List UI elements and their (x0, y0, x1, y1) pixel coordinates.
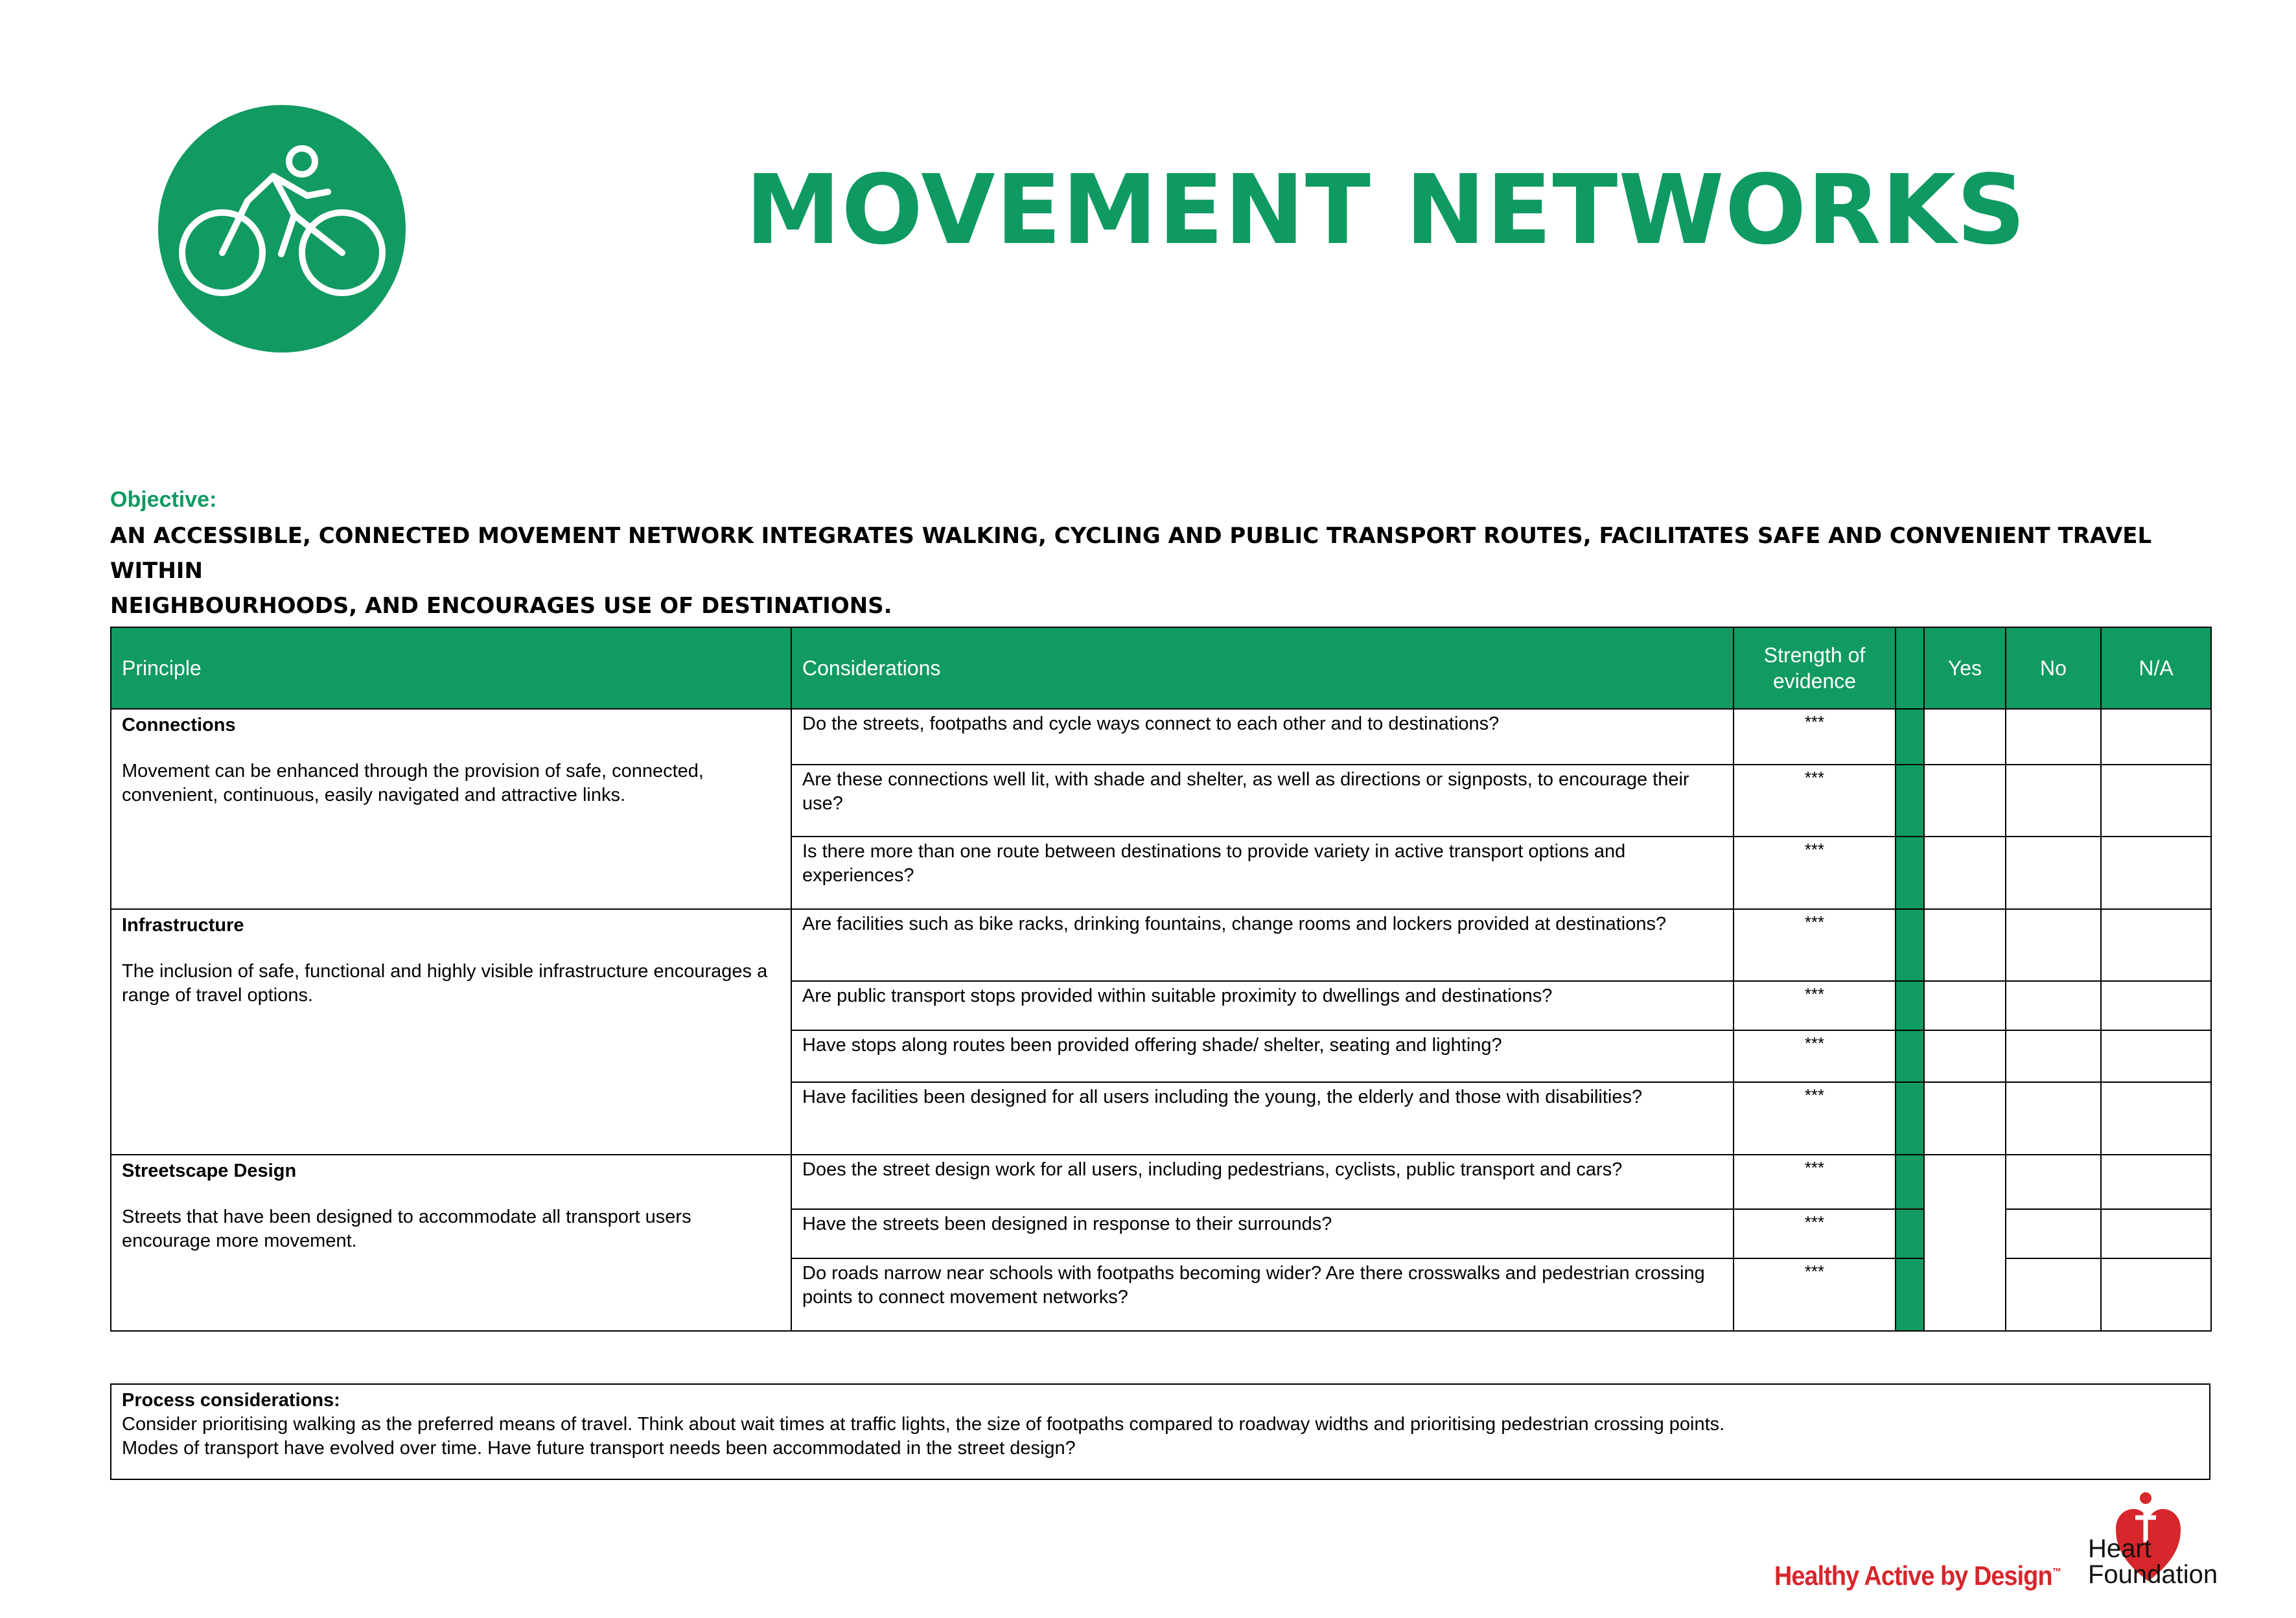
divider-cell (1896, 1209, 1924, 1258)
consideration-cell: Have stops along routes been provided offering shade/ shelter, seating and lighting? (791, 1030, 1734, 1082)
principle-description: The inclusion of safe, functional and highly visible infrastructure encourages a range of travel options. (122, 961, 768, 1006)
divider-cell (1896, 1030, 1924, 1082)
principle-description: Streets that have been designed to accommodate all transport users encourage more movement. (122, 1207, 691, 1251)
yes-checkbox[interactable] (1924, 765, 2006, 837)
na-checkbox[interactable] (2101, 765, 2211, 837)
process-considerations (110, 1383, 2210, 1480)
strength-cell: *** (1734, 909, 1896, 981)
principle-name: Infrastructure (122, 915, 244, 936)
yes-checkbox[interactable] (1924, 1030, 2006, 1082)
consideration-cell: Does the street design work for all users, including pedestrians, cyclists, public transport and cars? (791, 1155, 1734, 1209)
process-line: Consider prioritising walking as the preferred means of travel. Think about wait times at traffic lights, the size of footpaths compared to roadway widths and prioritising pedestrian crossing points. (122, 1414, 1725, 1435)
yes-checkbox[interactable] (1924, 1082, 2006, 1155)
header-principle: Principle (111, 627, 791, 709)
table-row (111, 909, 2211, 981)
divider-cell (1896, 709, 1924, 765)
principles-table (110, 627, 2212, 1332)
principle-cell (111, 709, 791, 909)
consideration-cell: Are public transport stops provided within suitable proximity to dwellings and destinations? (791, 981, 1734, 1030)
strength-cell: *** (1734, 837, 1896, 909)
yes-checkbox[interactable] (1924, 1155, 2006, 1331)
had-logo-text: Healthy Active by Design (1774, 1560, 2052, 1591)
divider-cell (1896, 1082, 1924, 1155)
no-checkbox[interactable] (2006, 709, 2101, 765)
consideration-cell: Do roads narrow near schools with footpaths becoming wider? Are there crosswalks and pedestrian crossing points to connect movement networks? (791, 1258, 1734, 1331)
strength-cell: *** (1734, 709, 1896, 765)
header-gap (1896, 627, 1924, 709)
page-title: MOVEMENT NETWORKS (745, 154, 2026, 266)
healthy-active-by-design-logo (1774, 1560, 2061, 1591)
yes-checkbox[interactable] (1924, 981, 2006, 1030)
no-checkbox[interactable] (2006, 837, 2101, 909)
header-strength (1734, 627, 1896, 709)
na-checkbox[interactable] (2101, 1209, 2211, 1258)
na-checkbox[interactable] (2101, 1258, 2211, 1331)
divider-cell (1896, 1258, 1924, 1331)
cyclist-logo (158, 105, 406, 352)
heart-foundation-logo (2088, 1536, 2218, 1588)
objective-text (110, 518, 2216, 623)
strength-cell: *** (1734, 1258, 1896, 1331)
strength-cell: *** (1734, 981, 1896, 1030)
strength-cell: *** (1734, 1155, 1896, 1209)
no-checkbox[interactable] (2006, 1030, 2101, 1082)
no-checkbox[interactable] (2006, 1082, 2101, 1155)
objective-line: AN ACCESSIBLE, CONNECTED MOVEMENT NETWORK INTEGRATES WALKING, CYCLING AND PUBLIC TRANSPORT ROUTES, FACILITATES SAFE AND CONVENIENT TRAVEL WITHIN (110, 523, 2152, 584)
objective-label: Objective: (110, 487, 217, 512)
na-checkbox[interactable] (2101, 837, 2211, 909)
process-line: Modes of transport have evolved over time. Have future transport needs been accommodated in the street design? (122, 1438, 1076, 1459)
divider-cell (1896, 981, 1924, 1030)
process-title: Process considerations: (122, 1390, 340, 1411)
no-checkbox[interactable] (2006, 981, 2101, 1030)
header-no: No (2006, 627, 2101, 709)
header-considerations: Considerations (791, 627, 1734, 709)
consideration-cell: Are these connections well lit, with shade and shelter, as well as directions or signposts, to encourage their use? (791, 765, 1734, 837)
na-checkbox[interactable] (2101, 981, 2211, 1030)
na-checkbox[interactable] (2101, 1030, 2211, 1082)
table-row (111, 709, 2211, 765)
no-checkbox[interactable] (2006, 1209, 2101, 1258)
consideration-cell: Have the streets been designed in response to their surrounds? (791, 1209, 1734, 1258)
header-na: N/A (2101, 627, 2211, 709)
consideration-cell: Are facilities such as bike racks, drinking fountains, change rooms and lockers provided at destinations? (791, 909, 1734, 981)
consideration-cell: Have facilities been designed for all users including the young, the elderly and those with disabilities? (791, 1082, 1734, 1155)
table-row (111, 1155, 2211, 1209)
na-checkbox[interactable] (2101, 709, 2211, 765)
principle-name: Streetscape Design (122, 1161, 297, 1181)
had-logo-tm: ™ (2052, 1567, 2061, 1578)
yes-checkbox[interactable] (1924, 837, 2006, 909)
no-checkbox[interactable] (2006, 909, 2101, 981)
heart-line: Foundation (2088, 1560, 2218, 1589)
header-strength-line: evidence (1772, 669, 1857, 693)
strength-cell: *** (1734, 1209, 1896, 1258)
consideration-cell: Do the streets, footpaths and cycle ways connect to each other and to destinations? (791, 709, 1734, 765)
no-checkbox[interactable] (2006, 1155, 2101, 1209)
na-checkbox[interactable] (2101, 1155, 2211, 1209)
divider-cell (1896, 765, 1924, 837)
na-checkbox[interactable] (2101, 1082, 2211, 1155)
cyclist-icon (158, 105, 406, 352)
heart-line: Heart (2088, 1534, 2151, 1563)
divider-cell (1896, 837, 1924, 909)
divider-cell (1896, 1155, 1924, 1209)
strength-cell: *** (1734, 1082, 1896, 1155)
no-checkbox[interactable] (2006, 1258, 2101, 1331)
consideration-cell: Is there more than one route between destinations to provide variety in active transport options and experiences? (791, 837, 1734, 909)
yes-checkbox[interactable] (1924, 709, 2006, 765)
strength-cell: *** (1734, 1030, 1896, 1082)
principle-name: Connections (122, 715, 236, 735)
principle-cell (111, 1155, 791, 1331)
divider-cell (1896, 909, 1924, 981)
principle-cell (111, 909, 791, 1155)
na-checkbox[interactable] (2101, 909, 2211, 981)
no-checkbox[interactable] (2006, 765, 2101, 837)
principle-description: Movement can be enhanced through the provision of safe, connected, convenient, continuous, easily navigated and attractive links. (122, 761, 704, 805)
objective-line: NEIGHBOURHOODS, AND ENCOURAGES USE OF DESTINATIONS. (110, 593, 892, 619)
yes-checkbox[interactable] (1924, 909, 2006, 981)
header-strength-line: Strength of (1763, 643, 1866, 667)
strength-cell: *** (1734, 765, 1896, 837)
header-yes: Yes (1924, 627, 2006, 709)
